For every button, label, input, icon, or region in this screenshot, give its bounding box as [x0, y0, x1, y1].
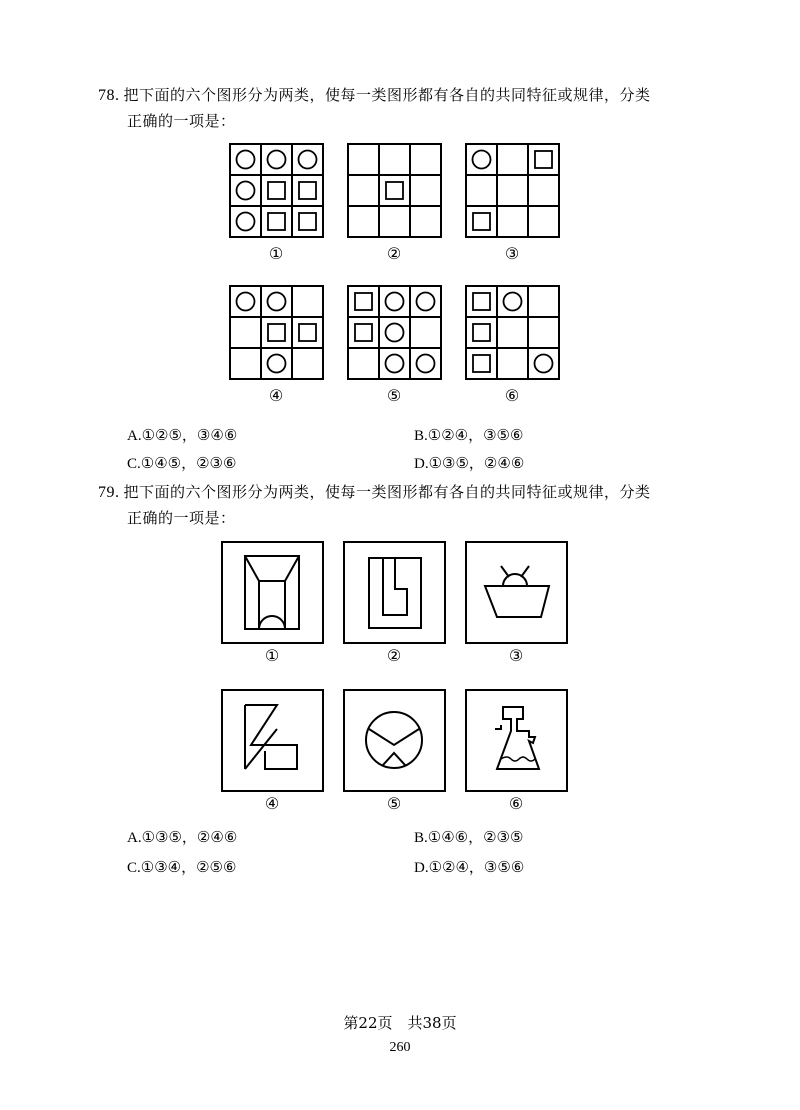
q78-option-d[interactable]: D.①③⑤，②④⑥	[414, 454, 525, 472]
q79-label-4: ④	[264, 794, 280, 813]
q78-text-line1: 把下面的六个图形分为两类，使每一类图形都有各自的共同特征或规律，分类	[123, 86, 651, 104]
q79-option-d[interactable]: D.①②④，③⑤⑥	[414, 858, 525, 876]
grid-square-mark	[268, 324, 285, 341]
grid-circle-mark	[535, 355, 553, 373]
q78-stem-line1	[98, 84, 651, 107]
page-info: 第22页 共38页	[343, 1014, 457, 1032]
grid-square-mark	[386, 182, 403, 199]
q79-number: 79.	[98, 484, 120, 501]
q79-text-line1: 把下面的六个图形分为两类，使每一类图形都有各自的共同特征或规律，分类	[123, 483, 651, 501]
q79-label-6: ⑥	[508, 794, 524, 813]
grid-square-mark	[535, 151, 552, 168]
grid-square-mark	[299, 213, 316, 230]
grid-square-mark	[268, 213, 285, 230]
q79-figure-5	[343, 689, 446, 792]
q79-label-1: ①	[264, 646, 280, 665]
grid-circle-mark	[237, 151, 255, 169]
grid-square-mark	[355, 324, 372, 341]
grid-circle-mark	[386, 293, 404, 311]
grid-circle-mark	[237, 182, 255, 200]
q79-figure-1	[221, 541, 324, 644]
q78-number: 78.	[98, 87, 120, 104]
q79-label-5: ⑤	[386, 794, 402, 813]
q78-option-a[interactable]: A.①②⑤，③④⑥	[127, 426, 238, 444]
q78-label-1: ①	[268, 244, 284, 263]
q78-figure-5	[347, 285, 442, 380]
q78-figure-4	[229, 285, 324, 380]
q79-stem-line2: 正确的一项是：	[127, 509, 236, 527]
q79-figure-4	[221, 689, 324, 792]
grid-square-mark	[473, 324, 490, 341]
q79-stem-line1	[98, 481, 651, 504]
grid-circle-mark	[386, 355, 404, 373]
q78-label-6: ⑥	[504, 386, 520, 405]
q78-figure-6	[465, 285, 560, 380]
q79-option-b[interactable]: B.①④⑥，②③⑤	[414, 828, 524, 846]
grid-square-mark	[299, 182, 316, 199]
grid-circle-mark	[299, 151, 317, 169]
grid-circle-mark	[417, 293, 435, 311]
grid-square-mark	[355, 293, 372, 310]
grid-circle-mark	[268, 293, 286, 311]
grid-square-mark	[268, 182, 285, 199]
grid-square-mark	[473, 293, 490, 310]
q79-label-3: ③	[508, 646, 524, 665]
q78-label-4: ④	[268, 386, 284, 405]
q78-option-c[interactable]: C.①④⑤，②③⑥	[127, 454, 237, 472]
grid-circle-mark	[473, 151, 491, 169]
q79-label-2: ②	[386, 646, 402, 665]
q78-figure-3	[465, 143, 560, 238]
q79-option-a[interactable]: A.①③⑤，②④⑥	[127, 828, 238, 846]
grid-circle-mark	[237, 213, 255, 231]
q78-figure-1	[229, 143, 324, 238]
q79-figure-6	[465, 689, 568, 792]
grid-circle-mark	[237, 293, 255, 311]
q78-option-b[interactable]: B.①②④，③⑤⑥	[414, 426, 524, 444]
grid-square-mark	[473, 213, 490, 230]
q78-label-2: ②	[386, 244, 402, 263]
grid-circle-mark	[417, 355, 435, 373]
q78-figure-2	[347, 143, 442, 238]
q79-figure-2	[343, 541, 446, 644]
q78-stem-line2: 正确的一项是：	[127, 112, 236, 130]
q79-figure-3	[465, 541, 568, 644]
q78-label-3: ③	[504, 244, 520, 263]
grid-circle-mark	[504, 293, 522, 311]
grid-circle-mark	[386, 324, 404, 342]
grid-square-mark	[299, 324, 316, 341]
grid-circle-mark	[268, 355, 286, 373]
q79-option-c[interactable]: C.①③④，②⑤⑥	[127, 858, 237, 876]
grid-circle-mark	[268, 151, 286, 169]
page-number: 260	[389, 1040, 411, 1055]
grid-square-mark	[473, 355, 490, 372]
q78-label-5: ⑤	[386, 386, 402, 405]
